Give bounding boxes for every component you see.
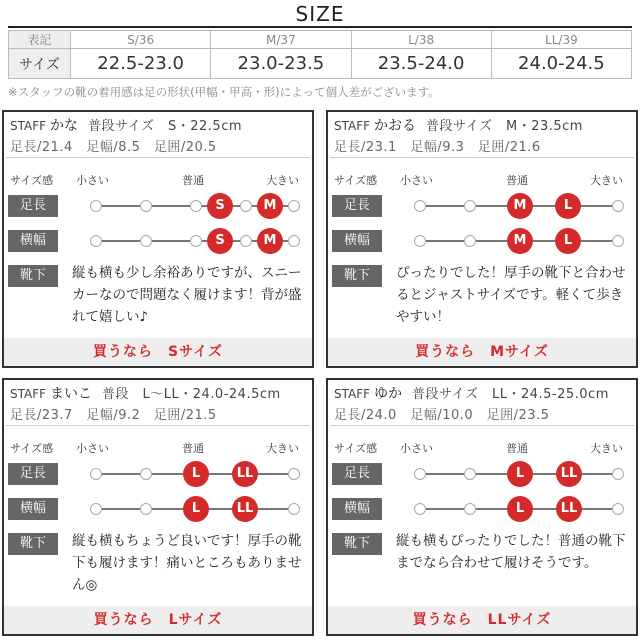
staff-panel-1: [2, 110, 314, 368]
width-size-mark-ll: LL: [556, 496, 582, 522]
scale-small: 小さい: [400, 442, 433, 455]
width-size-mark-s: S: [207, 228, 233, 254]
staff-name: まいこ: [50, 386, 93, 402]
size-value-l: 23.5-24.0: [351, 49, 491, 79]
size-value-m: 23.0-23.5: [211, 49, 351, 79]
staff-usual-size: 普段 L〜LL・24.0-24.5cm: [102, 387, 281, 402]
staff-name: かおる: [374, 118, 417, 134]
staff-name: ゆか: [374, 386, 403, 402]
staff-header: [10, 383, 306, 403]
staff-verdict: 買うなら Lサイズ: [4, 606, 312, 634]
length-tick-dot: [288, 200, 300, 212]
row-label-width: 横幅: [332, 230, 382, 252]
size-table-header-row: [9, 31, 632, 49]
scale-normal: 普通: [506, 174, 528, 187]
width-tick-dot: [140, 503, 152, 515]
staff-verdict: 買うなら LLサイズ: [328, 606, 636, 634]
staff-comment: 縦も横もぴったりでした！普通の靴下までなら合わせて履けそうです。: [396, 533, 626, 571]
width-tick-dot: [414, 235, 426, 247]
staff-comment: ぴったりでした！厚手の靴下と合わせるとジャストサイズです。軽くて歩きやすい！: [396, 265, 626, 325]
fit-note: ※スタッフの靴の着用感は足の形状(甲幅・甲高・形)によって個人差がございます。: [8, 85, 440, 99]
size-col-l: L/38: [351, 31, 491, 49]
staff-usual-size: 普段サイズ LL・24.5-25.0cm: [412, 387, 609, 402]
scale-large: 大きい: [266, 442, 299, 455]
size-value-ll: 24.0-24.5: [491, 49, 631, 79]
row-label-length: 足長: [8, 463, 58, 485]
staff-foot-measure: 足長/23.7 足幅/9.2 足囲/21.5: [10, 408, 217, 423]
measure-divider: [6, 157, 310, 158]
length-size-mark-m: M: [507, 193, 533, 219]
row-label-length: 足長: [332, 195, 382, 217]
length-size-mark-s: S: [207, 193, 233, 219]
measure-divider: [330, 425, 634, 426]
length-tick-dot: [464, 468, 476, 480]
length-tick-dot: [140, 200, 152, 212]
scale-label: サイズ感: [10, 442, 54, 455]
measure-divider: [330, 157, 634, 158]
staff-verdict: 買うなら Sサイズ: [4, 338, 312, 366]
length-tick-dot: [414, 200, 426, 212]
staff-usual-size: 普段サイズ M・23.5cm: [426, 119, 583, 134]
staff-verdict: 買うなら Mサイズ: [328, 338, 636, 366]
width-size-mark-l: L: [183, 496, 209, 522]
row-label-length: 足長: [8, 195, 58, 217]
size-table-value-row: [9, 49, 632, 79]
scale-label: サイズ感: [334, 174, 378, 187]
size-table-header-label: 表記: [9, 31, 71, 49]
staff-panel-4: [326, 378, 638, 636]
size-table: [8, 30, 632, 79]
size-table-row-label: サイズ: [9, 49, 71, 79]
length-tick-dot: [140, 468, 152, 480]
staff-name: かな: [50, 118, 79, 134]
width-size-mark-m: M: [257, 228, 283, 254]
row-label-socks: 靴下: [332, 265, 382, 287]
size-value-s: 22.5-23.0: [71, 49, 211, 79]
staff-label: STAFF: [334, 119, 371, 133]
size-col-ll: LL/39: [491, 31, 631, 49]
length-tick-dot: [612, 468, 624, 480]
scale-label: サイズ感: [10, 174, 54, 187]
length-tick-dot: [414, 468, 426, 480]
row-label-width: 横幅: [8, 498, 58, 520]
width-size-mark-m: M: [507, 228, 533, 254]
width-tick-dot: [288, 235, 300, 247]
width-tick-dot: [612, 503, 624, 515]
staff-header: [10, 115, 306, 135]
staff-foot-measure: 足長/24.0 足幅/10.0 足囲/23.5: [334, 408, 550, 423]
width-tick-dot: [90, 235, 102, 247]
row-label-length: 足長: [332, 463, 382, 485]
staff-comment: 縦も横も少し余裕ありですが、スニーカーなので問題なく履けます！背が盛れて嬉しい♪: [72, 265, 302, 325]
width-tick-dot: [90, 503, 102, 515]
row-label-width: 横幅: [332, 498, 382, 520]
length-size-mark-ll: LL: [232, 461, 258, 487]
title-rule: [8, 26, 632, 28]
width-size-mark-l: L: [507, 496, 533, 522]
length-tick-dot: [612, 200, 624, 212]
scale-large: 大きい: [590, 442, 623, 455]
row-label-socks: 靴下: [332, 533, 382, 555]
scale-normal: 普通: [506, 442, 528, 455]
staff-header: [334, 115, 630, 135]
width-tick-dot: [414, 503, 426, 515]
width-tick-dot: [140, 235, 152, 247]
staff-foot-measure: 足長/23.1 足幅/9.3 足囲/21.6: [334, 140, 541, 155]
length-size-mark-ll: LL: [556, 461, 582, 487]
row-label-socks: 靴下: [8, 533, 58, 555]
width-size-mark-l: L: [555, 228, 581, 254]
staff-usual-size: 普段サイズ S・22.5cm: [88, 119, 242, 134]
measure-divider: [6, 425, 310, 426]
scale-normal: 普通: [182, 174, 204, 187]
staff-panel-3: [2, 378, 314, 636]
staff-label: STAFF: [334, 387, 371, 401]
length-tick-dot: [190, 200, 202, 212]
scale-large: 大きい: [590, 174, 623, 187]
width-size-mark-ll: LL: [232, 496, 258, 522]
scale-large: 大きい: [266, 174, 299, 187]
width-tick-dot: [612, 235, 624, 247]
scale-normal: 普通: [182, 442, 204, 455]
staff-foot-measure: 足長/21.4 足幅/8.5 足囲/20.5: [10, 140, 217, 155]
row-label-socks: 靴下: [8, 265, 58, 287]
width-tick-dot: [240, 235, 252, 247]
page-title: SIZE: [295, 2, 345, 26]
size-col-m: M/37: [211, 31, 351, 49]
scale-small: 小さい: [400, 174, 433, 187]
length-size-mark-l: L: [507, 461, 533, 487]
length-tick-dot: [90, 468, 102, 480]
row-label-width: 横幅: [8, 230, 58, 252]
staff-label: STAFF: [10, 387, 47, 401]
width-tick-dot: [464, 503, 476, 515]
length-tick-dot: [464, 200, 476, 212]
length-size-mark-l: L: [555, 193, 581, 219]
size-col-s: S/36: [71, 31, 211, 49]
length-tick-dot: [90, 200, 102, 212]
length-tick-dot: [240, 200, 252, 212]
width-tick-dot: [464, 235, 476, 247]
staff-panel-2: [326, 110, 638, 368]
scale-small: 小さい: [76, 442, 109, 455]
staff-comment: 縦も横もちょうど良いです！厚手の靴下も履けます！痛いところもありません◎: [72, 533, 302, 593]
width-tick-dot: [190, 235, 202, 247]
length-tick-dot: [288, 468, 300, 480]
staff-header: [334, 383, 630, 403]
length-size-mark-l: L: [183, 461, 209, 487]
scale-label: サイズ感: [334, 442, 378, 455]
staff-label: STAFF: [10, 119, 47, 133]
scale-small: 小さい: [76, 174, 109, 187]
width-tick-dot: [288, 503, 300, 515]
length-size-mark-m: M: [257, 193, 283, 219]
